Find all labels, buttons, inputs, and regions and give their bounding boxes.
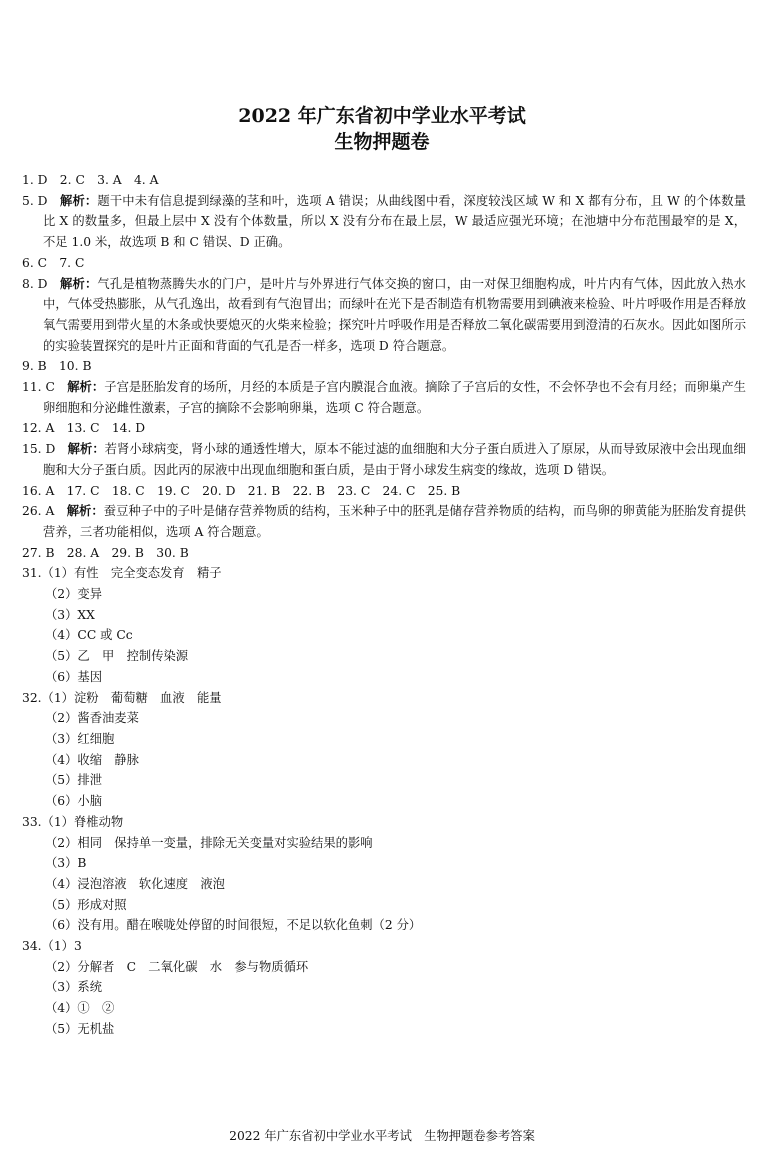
answer-5-text: 题干中未有信息提到绿藻的茎和叶，选项 A 错误；从曲线图中看，深度较浅区域 W 和 X 都有分布，且 W 的个体数量比 X 的数量多，但最上层中 X 没有个体数量，所以 X 没有分布在最上层，W 最适应强光环境；在池塘中分布范围最窄的是 X，不足 1.0 米，故选项 B 和 C 错误、D 正确。 bbox=[43, 193, 746, 250]
answer-34-part-5: （5）无机盐 bbox=[45, 1021, 115, 1036]
answer-6-7: 6. C 7. C bbox=[22, 255, 85, 270]
answer-32-part-4: （4）收缩 静脉 bbox=[45, 752, 139, 767]
answer-8-number: 8. D bbox=[22, 276, 60, 291]
answer-5-label: 解析： bbox=[59, 192, 98, 208]
answer-26-label: 解析： bbox=[66, 503, 104, 519]
answer-list bbox=[22, 170, 746, 1040]
answer-16-25: 16. A 17. C 18. C 19. C 20. D 21. B 22. B 23. C 24. C 25. B bbox=[22, 483, 461, 498]
answer-8 bbox=[22, 274, 746, 357]
answer-9-10: 9. B 10. B bbox=[22, 359, 92, 374]
answer-31-part-1: 31.（1）有性 完全变态发育 精子 bbox=[22, 566, 222, 581]
answer-33-part-1: 33.（1）脊椎动物 bbox=[22, 814, 124, 829]
answer-5-number: 5. D bbox=[22, 193, 60, 208]
answer-15 bbox=[22, 439, 746, 480]
answer-31-part-3: （3）XX bbox=[45, 607, 95, 622]
answer-34-part-3: （3）系统 bbox=[45, 980, 103, 995]
answer-33-part-5: （5）形成对照 bbox=[45, 897, 127, 912]
answer-12-14: 12. A 13. C 14. D bbox=[22, 421, 146, 436]
answer-26-number: 26. A bbox=[22, 504, 67, 519]
answer-11 bbox=[22, 377, 746, 418]
answer-31-part-4: （4）CC 或 Cc bbox=[45, 628, 133, 643]
answer-31-part-2: （2）变异 bbox=[45, 587, 103, 602]
answer-32-part-5: （5）排泄 bbox=[45, 773, 103, 788]
page-subtitle: 生物押题卷 bbox=[334, 131, 430, 153]
answer-34-part-2: （2）分解者 C 二氧化碳 水 参与物质循环 bbox=[45, 959, 309, 974]
page-footer: 2022 年广东省初中学业水平考试 生物押题卷参考答案 bbox=[229, 1129, 535, 1143]
answer-11-number: 11. C bbox=[22, 380, 68, 395]
answer-34-part-1: 34.（1）3 bbox=[22, 939, 82, 954]
answer-32-part-3: （3）红细胞 bbox=[45, 731, 115, 746]
answer-33-part-2: （2）相同 保持单一变量，排除无关变量对实验结果的影响 bbox=[45, 835, 373, 850]
answer-31-part-5: （5）乙 甲 控制传染源 bbox=[45, 649, 189, 664]
answer-27-30: 27. B 28. A 29. B 30. B bbox=[22, 545, 189, 560]
answer-5 bbox=[22, 191, 746, 253]
answer-8-text: 气孔是植物蒸腾失水的门户，是叶片与外界进行气体交换的窗口，由一对保卫细胞构成，叶片内有气体，因此放入热水中，气体受热膨胀，从气孔逸出，故看到有气泡冒出；而绿叶在光下是否制造有机物需要用到碘液来检验、叶片呼吸作用是否释放氧气需要用到带火星的木条或快要熄灭的火柴来检验；探究叶片呼吸作用是否释放二氧化碳需要用到澄清的石灰水。因此如图所示的实验装置探究的是叶片正面和背面的气孔是否一样多，选项 D 符合题意。 bbox=[43, 276, 746, 353]
answer-32-part-1: 32.（1）淀粉 葡萄糖 血液 能量 bbox=[22, 690, 222, 705]
answer-8-label: 解析： bbox=[59, 275, 98, 291]
answer-34-part-4: （4）① ② bbox=[45, 1001, 115, 1016]
answer-31-part-6: （6）基因 bbox=[45, 669, 103, 684]
answer-15-label: 解析： bbox=[67, 441, 105, 457]
answer-32-part-2: （2）酱香油麦菜 bbox=[45, 711, 139, 726]
answer-11-label: 解析： bbox=[67, 379, 105, 395]
answer-33-part-6: （6）没有用。醋在喉咙处停留的时间很短，不足以软化鱼刺（2 分） bbox=[45, 918, 422, 933]
answer-33-part-3: （3）B bbox=[45, 856, 87, 871]
answer-15-text: 若肾小球病变，肾小球的通透性增大，原本不能过滤的血细胞和大分子蛋白质进入了原尿，从而导致尿液中会出现血细胞和大分子蛋白质。因此丙的尿液中出现血细胞和蛋白质，是由于肾小球发生病变的缘故，选项 D 错误。 bbox=[43, 442, 746, 477]
answer-26-text: 蚕豆种子中的子叶是储存营养物质的结构，玉米种子中的胚乳是储存营养物质的结构，而鸟卵的卵黄能为胚胎发育提供营养，三者功能相似，选项 A 符合题意。 bbox=[43, 504, 746, 539]
answer-32-part-6: （6）小脑 bbox=[45, 794, 103, 809]
page-title: 2022 年广东省初中学业水平考试 bbox=[238, 105, 526, 127]
answer-33-part-4: （4）浸泡溶液 软化速度 液泡 bbox=[45, 876, 225, 891]
answer-1-4: 1. D 2. C 3. A 4. A bbox=[22, 173, 159, 187]
answer-15-number: 15. D bbox=[22, 442, 68, 457]
answer-26 bbox=[22, 501, 746, 542]
answer-11-text: 子宫是胚胎发育的场所，月经的本质是子宫内膜混合血液。摘除了子宫后的女性，不会怀孕也不会有月经；而卵巢产生卵细胞和分泌雌性激素，子宫的摘除不会影响卵巢，选项 C 符合题意。 bbox=[43, 380, 746, 415]
